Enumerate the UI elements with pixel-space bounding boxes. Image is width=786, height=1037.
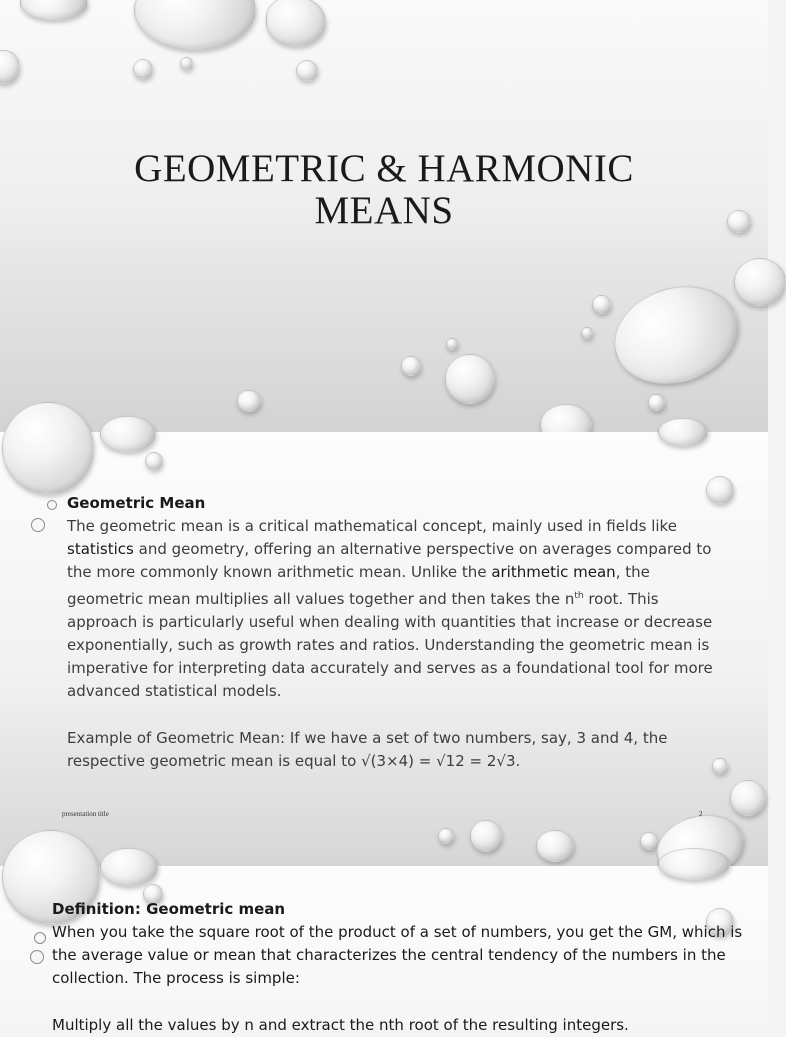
content-slide-geometric-mean — [0, 432, 768, 866]
water-drop — [602, 271, 751, 399]
water-drop — [180, 57, 193, 70]
water-drop — [237, 390, 261, 412]
section-heading: Geometric Mean — [67, 494, 206, 512]
water-drop — [536, 830, 574, 862]
water-drop — [445, 354, 495, 404]
water-drop — [640, 832, 658, 850]
water-drop — [734, 258, 786, 306]
title-slide — [0, 0, 768, 432]
water-drop — [592, 295, 611, 314]
water-drop — [438, 828, 454, 844]
process-step: Multiply all the values by n and extract the nth root of the resulting integers. — [52, 1015, 629, 1034]
water-drop — [133, 59, 153, 79]
page-number: 2 — [699, 810, 703, 818]
example-paragraph: Example of Geometric Mean: If we have a set of two numbers, say, 3 and 4, the respective geometric mean is equal to √(3×4) = √12 = 2√3. — [67, 728, 668, 770]
slide-title — [84, 148, 684, 232]
bullet-icon — [34, 932, 46, 944]
definition-paragraph: When you take the square root of the product of a set of numbers, you get the GM, which is the average value or mean that characterizes the central tendency of the numbers in the collection. The process is simple: — [52, 923, 743, 988]
footer-presentation-title: presentation title — [62, 810, 109, 818]
definition-heading: Definition: Geometric mean — [52, 900, 286, 918]
water-drop — [470, 820, 502, 852]
water-drop — [658, 418, 708, 446]
bullet-icon — [47, 500, 57, 510]
slide-body — [67, 492, 717, 773]
water-drop — [100, 848, 158, 886]
water-drop — [658, 848, 730, 880]
bullet-icon — [30, 950, 44, 964]
water-drop — [581, 327, 593, 339]
term-statistics: statistics — [67, 540, 134, 559]
water-drop — [134, 0, 256, 50]
water-drop — [648, 394, 665, 411]
description-paragraph: The geometric mean is a critical mathematical concept, mainly used in fields like statistics and geometry, offering an alternative perspective on averages compared to the more commonly known arithmetic mean. Unlike the arithmetic mean, the geometric mean multiplies all values together and then takes the $n^{th}$ root. This approach is particularly useful when dealing with quantities that increase or decrease exponentially, such as growth rates and ratios. Understanding the geometric mean is imperative for interpreting data accurately and serves as a foundational tool for more advanced statistical models. — [67, 517, 713, 701]
water-drop — [296, 60, 318, 81]
title-line-1: GEOMETRIC & HARMONIC — [134, 147, 634, 190]
bullet-icon — [31, 518, 45, 532]
water-drop — [727, 210, 751, 233]
water-drop — [145, 452, 163, 470]
slide-body — [52, 898, 762, 1037]
water-drop — [0, 50, 20, 84]
water-drop — [401, 356, 421, 376]
water-drop — [730, 780, 766, 816]
water-drop — [446, 338, 458, 350]
water-drop — [20, 0, 88, 20]
term-arithmetic-mean: arithmetic mean — [491, 563, 616, 582]
water-drop — [2, 402, 94, 494]
title-line-2: MEANS — [314, 189, 454, 232]
content-slide-definition — [0, 866, 768, 1034]
water-drop — [100, 416, 156, 452]
superscript-th: th — [574, 590, 584, 601]
water-drop — [266, 0, 326, 46]
